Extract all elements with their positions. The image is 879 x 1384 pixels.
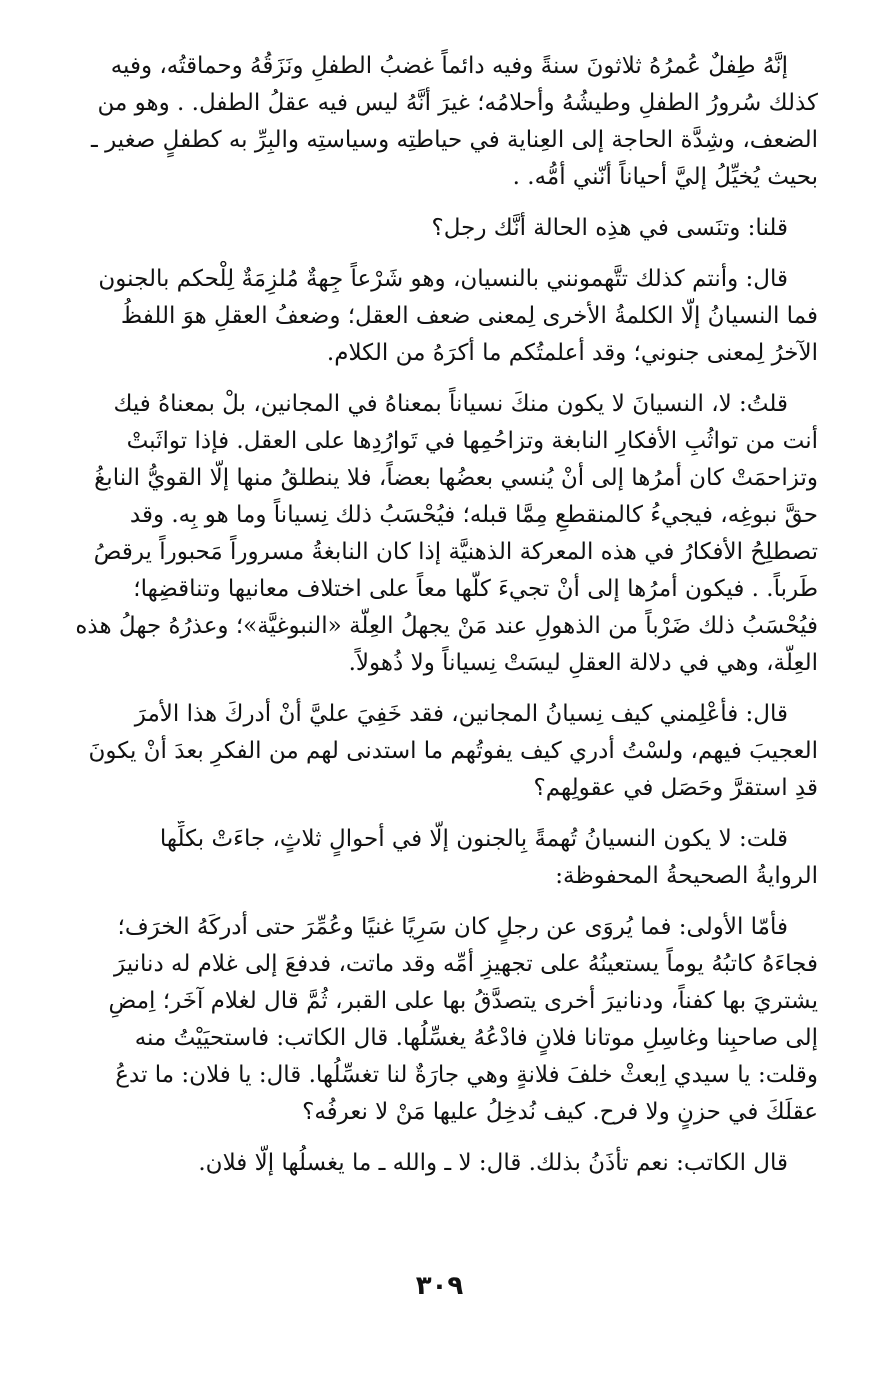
paragraph-2: [70, 210, 818, 247]
text-line: إنَّهُ طِفلٌ عُمرُهُ ثلاثونَ سنةً وفيه دائماً غضبُ الطفلِ ونَزَقُهُ وحماقتُه، وفيه: [110, 53, 788, 79]
text-line: الروايةُ الصحيحةُ المحفوظة:: [555, 863, 818, 889]
text-line: إلى صاحبِنا وغاسِلِ موتانا فلانٍ فادْعُهُ يغسِّلُها. قال الكاتب: فاستحيَيْتُ منه: [134, 1025, 818, 1051]
text-line: الآخرُ لِمعنى جنوني؛ وقد أعلمتُكم ما أكرَهُ من الكلام.: [326, 340, 818, 366]
text-line: طَرباً. . فيكون أمرُها إلى أنْ تجيءَ كلُّها معاً على اختلاف معانيها وتناقضِها؛: [133, 576, 818, 602]
text-line: قال: فأعْلِمني كيف نِسيانُ المجانين، فقد خَفِيَ عليَّ أنْ أدركَ هذا الأمرَ: [134, 701, 788, 727]
text-line: قلنا: وتنَسى في هذِه الحالة أنَّك رجل؟: [431, 215, 788, 241]
text-line: أنت من تواثُبِ الأفكارِ النابغة وتزاحُمِها في تَوارُدِها على العقل. فإذا تواثَبتْ: [126, 428, 818, 454]
text-line: وتزاحمَتْ كان أمرُها إلى أنْ يُنسي بعضُها بعضاً، فلا ينطلقُ منها إلّا القويُّ النابغُ: [94, 465, 818, 491]
page-body: [70, 48, 818, 1196]
text-line: قدِ استقرَّ وحَصَل في عقولِهم؟: [533, 775, 818, 801]
text-line: يشتريَ بها كفناً، ودنانيرَ أخرى يتصدَّقُ بها على القبر، ثُمَّ قال لغلام آخَر؛ اِمضِ: [108, 988, 818, 1014]
text-line: العجيبَ فيهم، ولسْتُ أدري كيف يفوتُهم ما استدنى لهم من الفكرِ بعدَ أنْ يكونَ: [88, 738, 818, 764]
page-number: ٣٠٩: [415, 1271, 464, 1301]
text-line: قال الكاتب: نعم تأذَنُ بذلك. قال: لا ـ والله ـ ما يغسلُها إلّا فلان.: [198, 1150, 788, 1176]
paragraph-4: [70, 386, 818, 682]
text-line: الضعف، وشِدَّة الحاجة إلى العِناية في حياطتِه وسياستِه والبِرِّ به كطفلٍ صغير ـ: [91, 127, 818, 153]
paragraph-6: [70, 821, 818, 895]
text-line: فيُحْسَبُ ذلك ضَرْباً من الذهولِ عند مَنْ يجهلُ العِلَّة «النبوغيَّة»؛ وعذرُهُ جهلُ هذه: [75, 613, 818, 639]
text-line: قلتُ: لا، النسيانَ لا يكون منكَ نسياناً بمعناهُ في المجانين، بلْ بمعناهُ فيك: [113, 391, 788, 417]
paragraph-8: [70, 1145, 818, 1182]
text-line: فما النسيانُ إلّا الكلمةُ الأخرى لِمعنى ضعف العقل؛ وضعفُ العقلِ هوَ اللفظُ: [120, 303, 818, 329]
text-line: حقَّ نبوغِه، فيجيءُ كالمنقطعِ مِمَّا قبله؛ فيُحْسَبُ ذلك نِسياناً وما هو بِه. وقد: [129, 502, 818, 528]
text-line: بحيث يُخيِّلُ إليَّ أحياناً أنّني أمُّه. .: [512, 164, 818, 190]
text-line: قلت: لا يكون النسيانُ تُهمةً بِالجنون إلّا في أحوالٍ ثلاثٍ، جاءَتْ بكلِّها: [159, 826, 788, 852]
text-line: فجاءَهُ كاتبُهُ يوماً يستعينُهُ على تجهيزِ أمِّه وقد ماتت، فدفعَ إلى غلام له دنانيرَ: [114, 951, 818, 977]
paragraph-1: [70, 48, 818, 196]
text-line: وقلت: يا سيدي اِبعثْ خلفَ فلانةٍ وهي جارَةٌ لنا تغسِّلُها. قال: يا فلان: ما تدعُ: [115, 1062, 818, 1088]
text-line: قال: وأنتم كذلك تتَّهمونني بالنسيان، وهو شَرْعاً جِهةٌ مُلزِمَةٌ لِلْحكم بالجنون: [98, 266, 788, 292]
paragraph-7: [70, 909, 818, 1131]
text-line: فأمّا الأولى: فما يُروَى عن رجلٍ كان سَرِيًا غنيًا وعُمِّرَ حتى أدركَهُ الخرَف؛: [117, 914, 788, 940]
text-line: العِلَّة، وهي في دلالة العقلِ ليسَتْ نِسياناً ولا ذُهولاً.: [348, 650, 818, 676]
paragraph-3: [70, 261, 818, 372]
text-line: عقلَكَ في حزنٍ ولا فرح. كيف نُدخِلُ عليها مَنْ لا نعرفُه؟: [302, 1099, 818, 1125]
text-line: تصطلِحُ الأفكارُ في هذه المعركة الذهنيَّة إذا كان النابغةُ مسروراً مَحبوراً يرقصُ: [93, 539, 818, 565]
text-line: كذلك سُرورُ الطفلِ وطيشُهُ وأحلامُه؛ غيرَ أنَّهُ ليس فيه عقلُ الطفل. . وهو من: [97, 90, 818, 116]
paragraph-5: [70, 696, 818, 807]
